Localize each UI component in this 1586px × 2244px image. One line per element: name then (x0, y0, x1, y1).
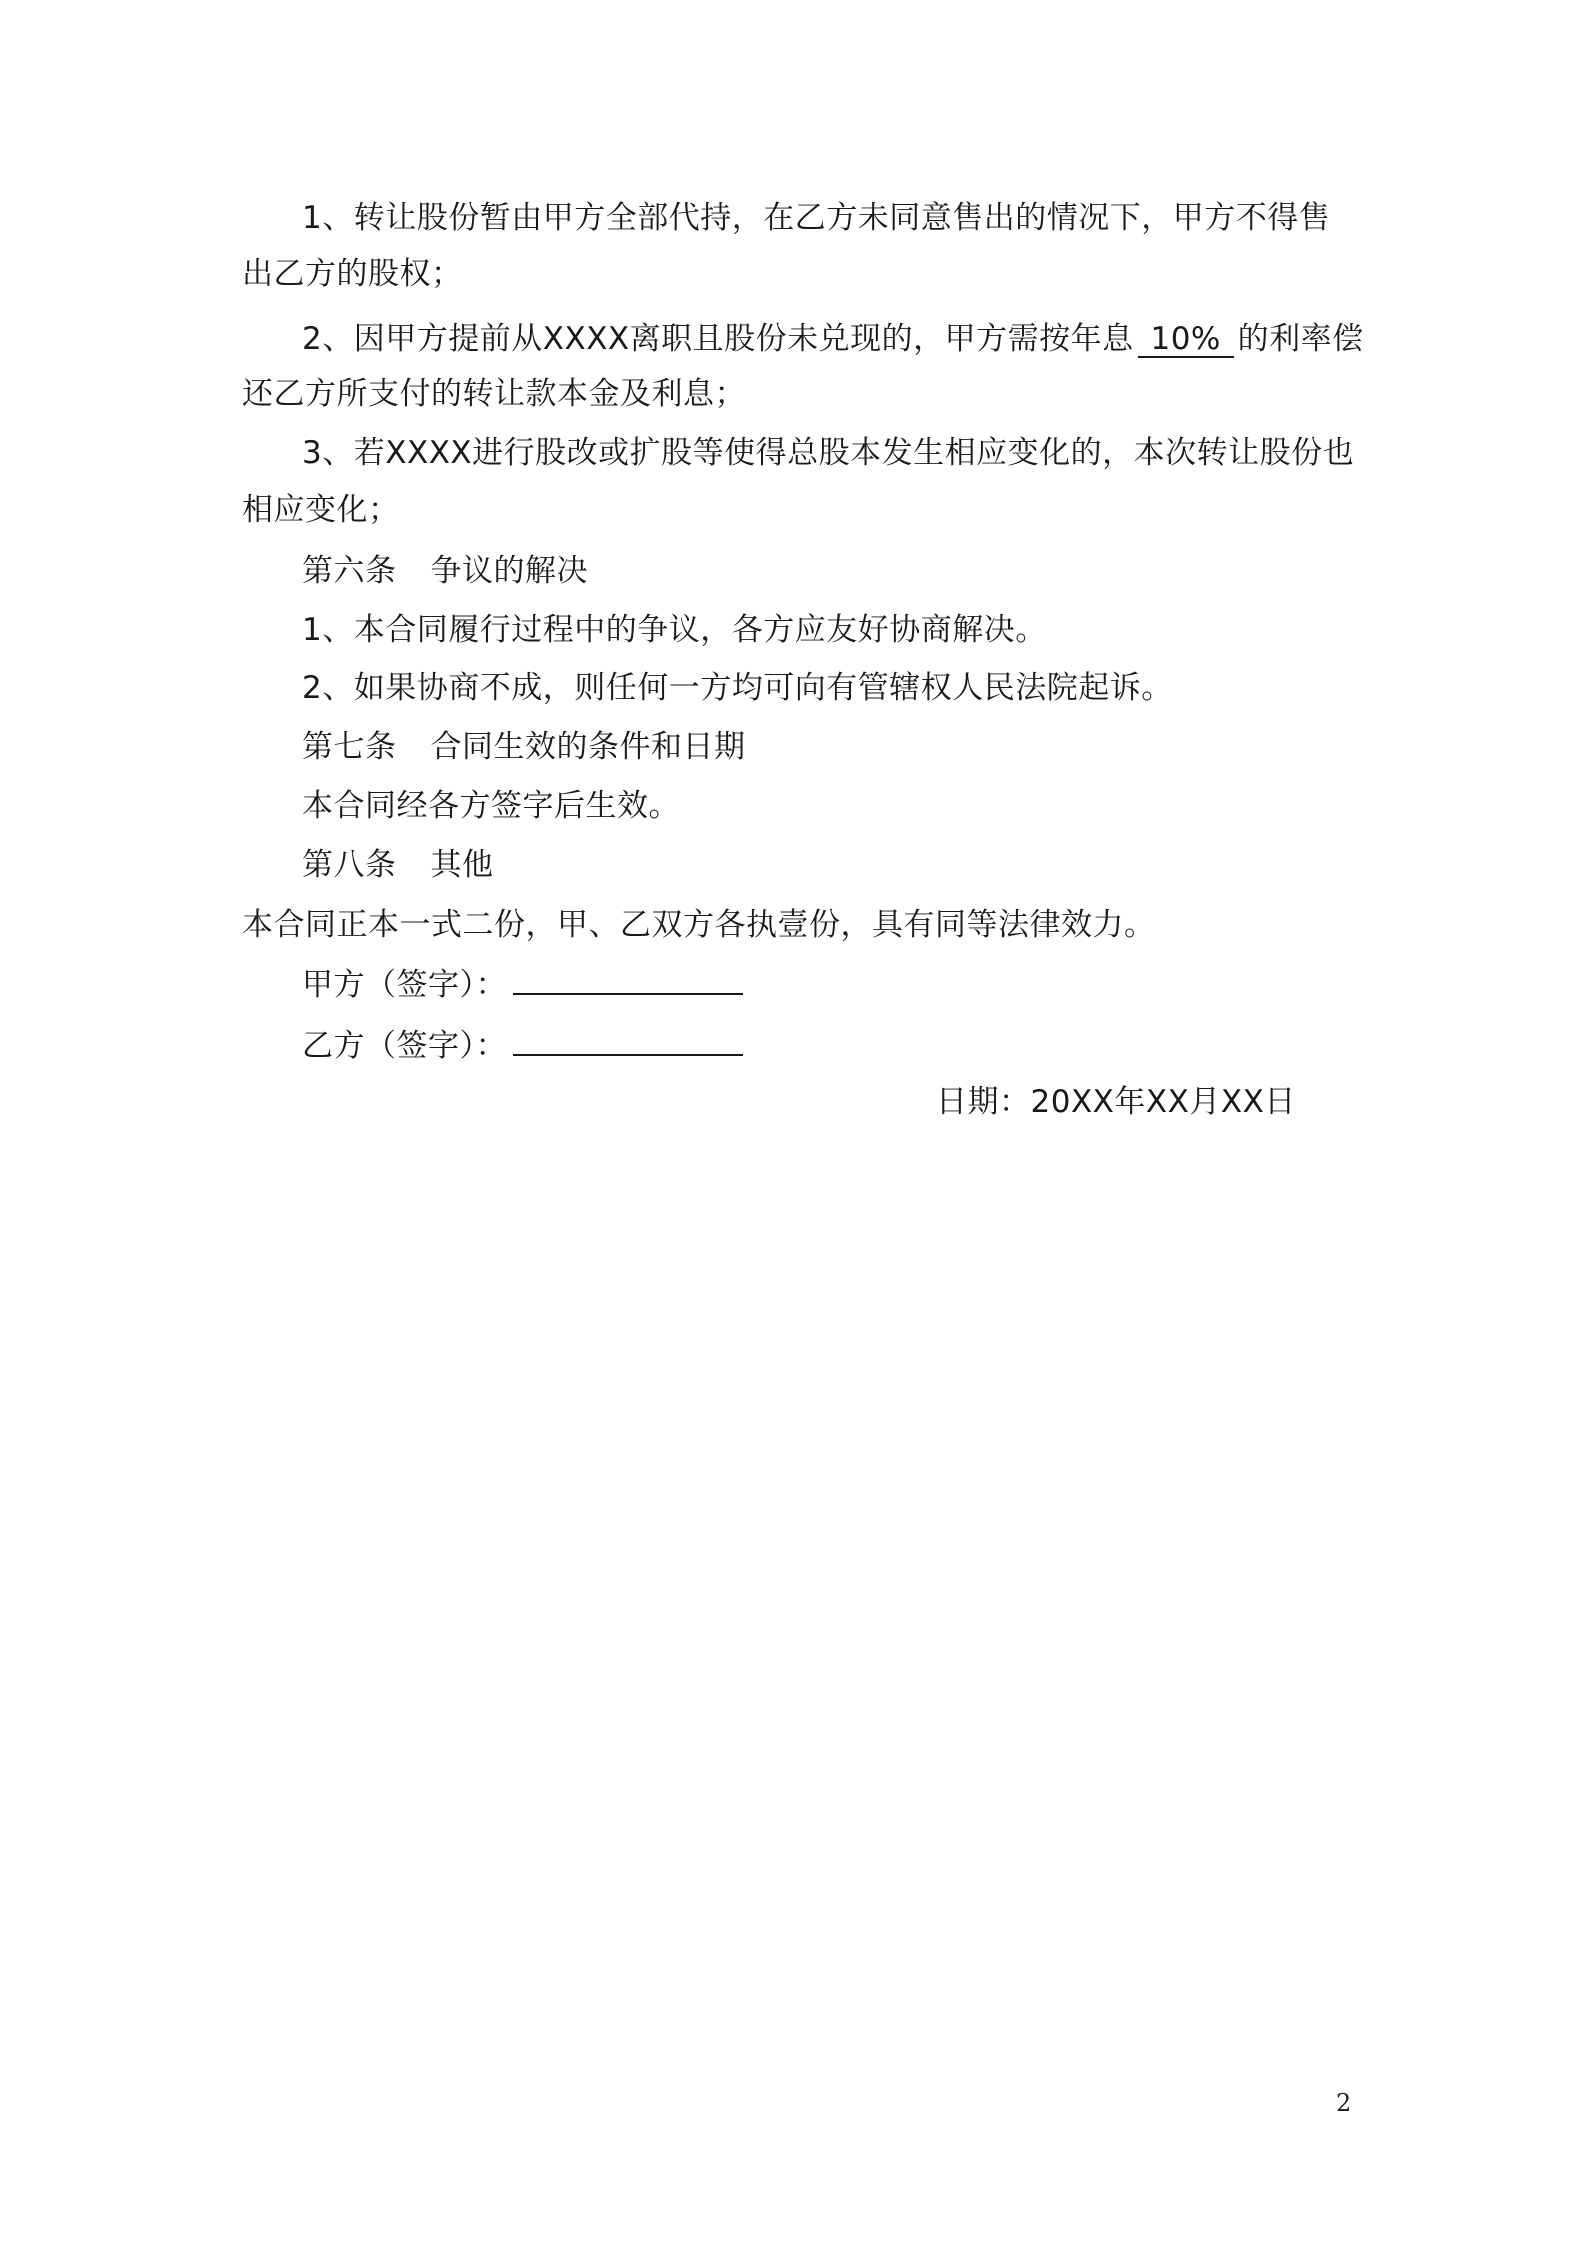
clause7-heading-number: 第七条 (302, 729, 397, 765)
clause5-item2-line2: 还乙方所支付的转让款本金及利息； (242, 376, 746, 412)
clause8-heading-number: 第八条 (302, 847, 397, 883)
party-a-signature-line (302, 965, 743, 1005)
clause8-heading-title: 其他 (430, 847, 494, 883)
clause8-body: 本合同正本一式二份，甲、乙双方各执壹份，具有同等法律效力。 (242, 907, 1156, 943)
interest-rate-value: 10% (1138, 322, 1234, 358)
party-a-signature-blank (513, 965, 743, 995)
party-b-signature-line (302, 1026, 743, 1066)
clause7-heading (302, 727, 746, 767)
clause5-item3-line1: 3、若XXXX进行股改或扩股等使得总股本发生相应变化的，本次转让股份也 (302, 435, 1355, 471)
party-a-label: 甲方（签字）： (302, 967, 507, 1003)
clause6-heading-title: 争议的解决 (430, 553, 588, 589)
party-b-signature-blank (513, 1026, 743, 1056)
clause5-item2-text-before: 2、因甲方提前从XXXX离职且股份未兑现的，甲方需按年息 (302, 321, 1134, 357)
clause5-item3-line2: 相应变化； (242, 492, 400, 528)
clause6-heading (302, 551, 588, 591)
clause8-heading (302, 845, 494, 885)
clause6-item1: 1、本合同履行过程中的争议，各方应友好协商解决。 (302, 612, 1047, 648)
page-number: 2 (1336, 2089, 1352, 2117)
clause7-body: 本合同经各方签字后生效。 (302, 788, 680, 824)
clause5-item2-line1 (302, 319, 1364, 359)
signing-date: 日期：20XX年XX月XX日 (936, 1084, 1296, 1120)
clause5-item1-line1: 1、转让股份暂由甲方全部代持，在乙方未同意售出的情况下，甲方不得售 (302, 200, 1331, 236)
party-b-label: 乙方（签字）： (302, 1028, 507, 1064)
clause7-heading-title: 合同生效的条件和日期 (430, 729, 746, 765)
clause6-item2: 2、如果协商不成，则任何一方均可向有管辖权人民法院起诉。 (302, 670, 1173, 706)
clause6-heading-number: 第六条 (302, 553, 397, 589)
clause5-item1-line2: 出乙方的股权； (242, 256, 463, 292)
clause5-item2-text-after: 的利率偿 (1237, 321, 1364, 357)
